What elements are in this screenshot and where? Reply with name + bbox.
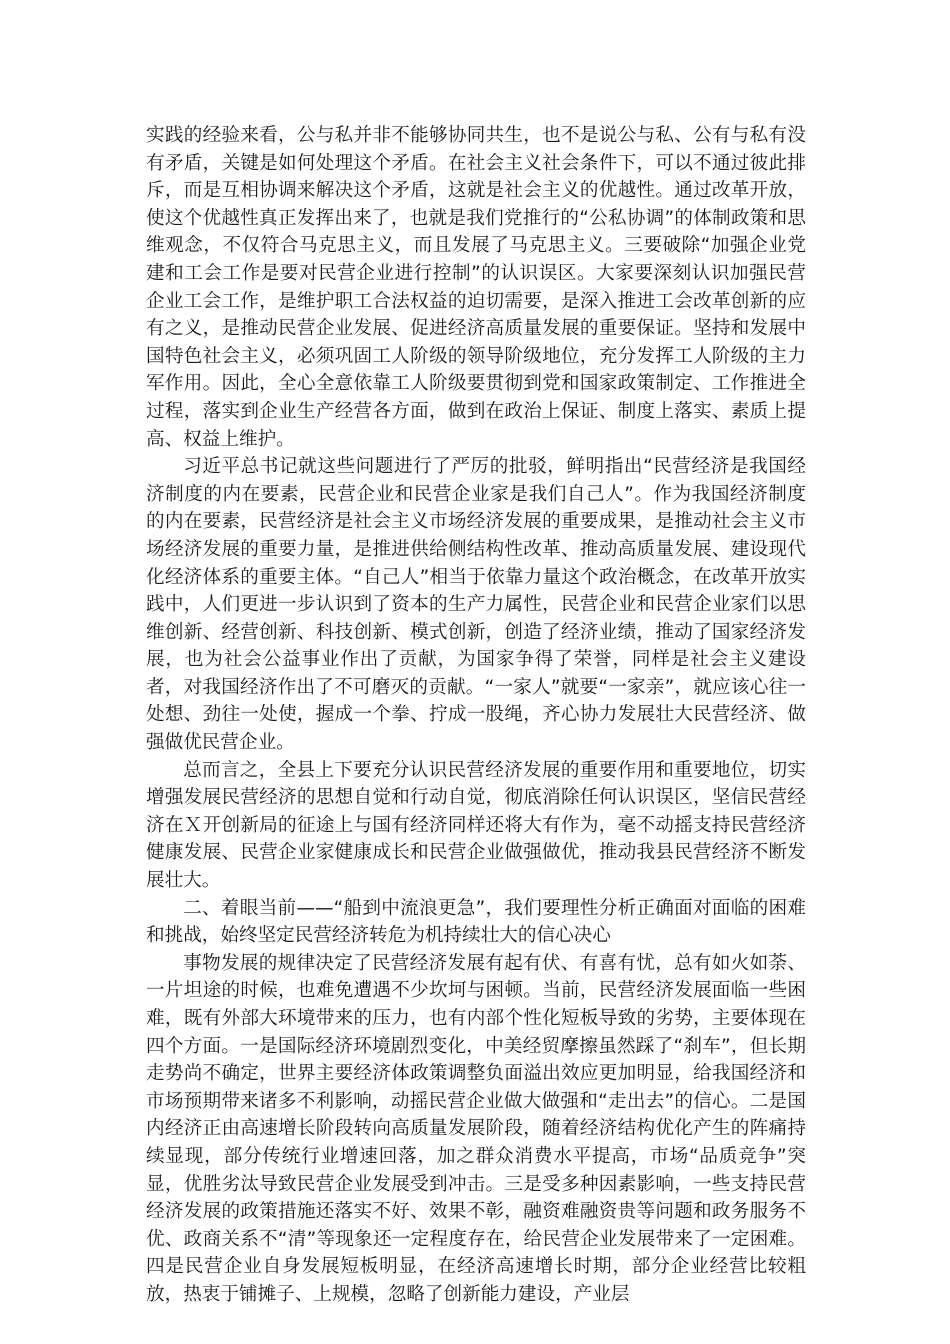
document-page (146, 122, 806, 1309)
section-heading-2: 二、着眼当前——“船到中流浪更急”，我们要理性分析正确面对面临的困难和挑战，始终坚定民营经济转危为机持续壮大的信心决心 (146, 897, 806, 947)
paragraph-4: 事物发展的规律决定了民营经济发展有起有伏、有喜有忧，总有如火如荼、一片坦途的时候，也难免遭遇不少坎坷与困顿。当前，民营经济发展面临一些困难，既有外部大环境带来的压力，也有内部个性化短板导致的劣势，主要体现在四个方面。一是国际经济环境剧烈变化，中美经贸摩擦虽然踩了“刹车”，但长期走势尚不确定，世界主要经济体政策调整负面溢出效应更加明显，给我国经济和市场预期带来诸多不利影响，动摇民营企业做大做强和“走出去”的信心。二是国内经济正由高速增长阶段转向高质量发展阶段，随着经济结构优化产生的阵痛持续显现，部分传统行业增速回落，加之群众消费水平提高，市场“品质竞争”突显，优胜劣汰导致民营企业发展受到冲击。三是受多种因素影响，一些支持民营经济发展的政策措施还落实不好、效果不彰，融资难融资贵等问题和政务服务不优、政商关系不“清”等现象还一定程度存在，给民营企业发展带来了一定困难。四是民营企业自身发展短板明显，在经济高速增长时期，部分企业经营比较粗放，热衷于铺摊子、上规模，忽略了创新能力建设，产业层 (146, 952, 806, 1305)
paragraph-1: 实践的经验来看，公与私并非不能够协同共生，也不是说公与私、公有与私有没有矛盾，关键是如何处理这个矛盾。在社会主义社会条件下，可以不通过彼此排斥，而是互相协调来解决这个矛盾，这就是社会主义的优越性。通过改革开放，使这个优越性真正发挥出来了，也就是我们党推行的“公私协调”的体制政策和思维观念，不仅符合马克思主义，而且发展了马克思主义。三要破除“加强企业党建和工会工作是要对民营企业进行控制”的认识误区。大家要深刻认识加强民营企业工会工作，是维护职工合法权益的迫切需要，是深入推进工会改革创新的应有之义，是推动民营企业发展、促进经济高质量发展的重要保证。坚持和发展中国特色社会主义，必须巩固工人阶级的领导阶级地位，充分发挥工人阶级的主力军作用。因此，全心全意依靠工人阶级要贯彻到党和国家政策制定、工作推进全过程，落实到企业生产经营各方面，做到在政治上保证、制度上落实、素质上提高、权益上维护。 (146, 125, 806, 450)
paragraph-3: 总而言之，全县上下要充分认识民营经济发展的重要作用和重要地位，切实增强发展民营经济的思想自觉和行动自觉，彻底消除任何认识误区，坚信民营经济在Ｘ开创新局的征途上与国有经济同样还将大有作为，毫不动摇支持民营经济健康发展、民营企业家健康成长和民营企业做强做优，推动我县民营经济不断发展壮大。 (146, 759, 806, 892)
paragraph-2: 习近平总书记就这些问题进行了严厉的批驳，鲜明指出“民营经济是我国经济制度的内在要素，民营企业和民营企业家是我们自己人”。作为我国经济制度的内在要素，民营经济是社会主义市场经济发展的重要成果，是推动社会主义市场经济发展的重要力量，是推进供给侧结构性改革、推动高质量发展、建设现代化经济体系的重要主体。“自己人”相当于依靠力量这个政治概念，在改革开放实践中，人们更进一步认识到了资本的生产力属性，民营企业和民营企业家们以思维创新、经营创新、科技创新、模式创新，创造了经济业绩，推动了国家经济发展，也为社会公益事业作出了贡献，为国家争得了荣誉，同样是社会主义建设者，对我国经济作出了不可磨灭的贡献。“一家人”就要“一家亲”，就应该心往一处想、劲往一处使，握成一个拳、拧成一股绳，齐心协力发展壮大民营经济、做强做优民营企业。 (146, 456, 806, 754)
